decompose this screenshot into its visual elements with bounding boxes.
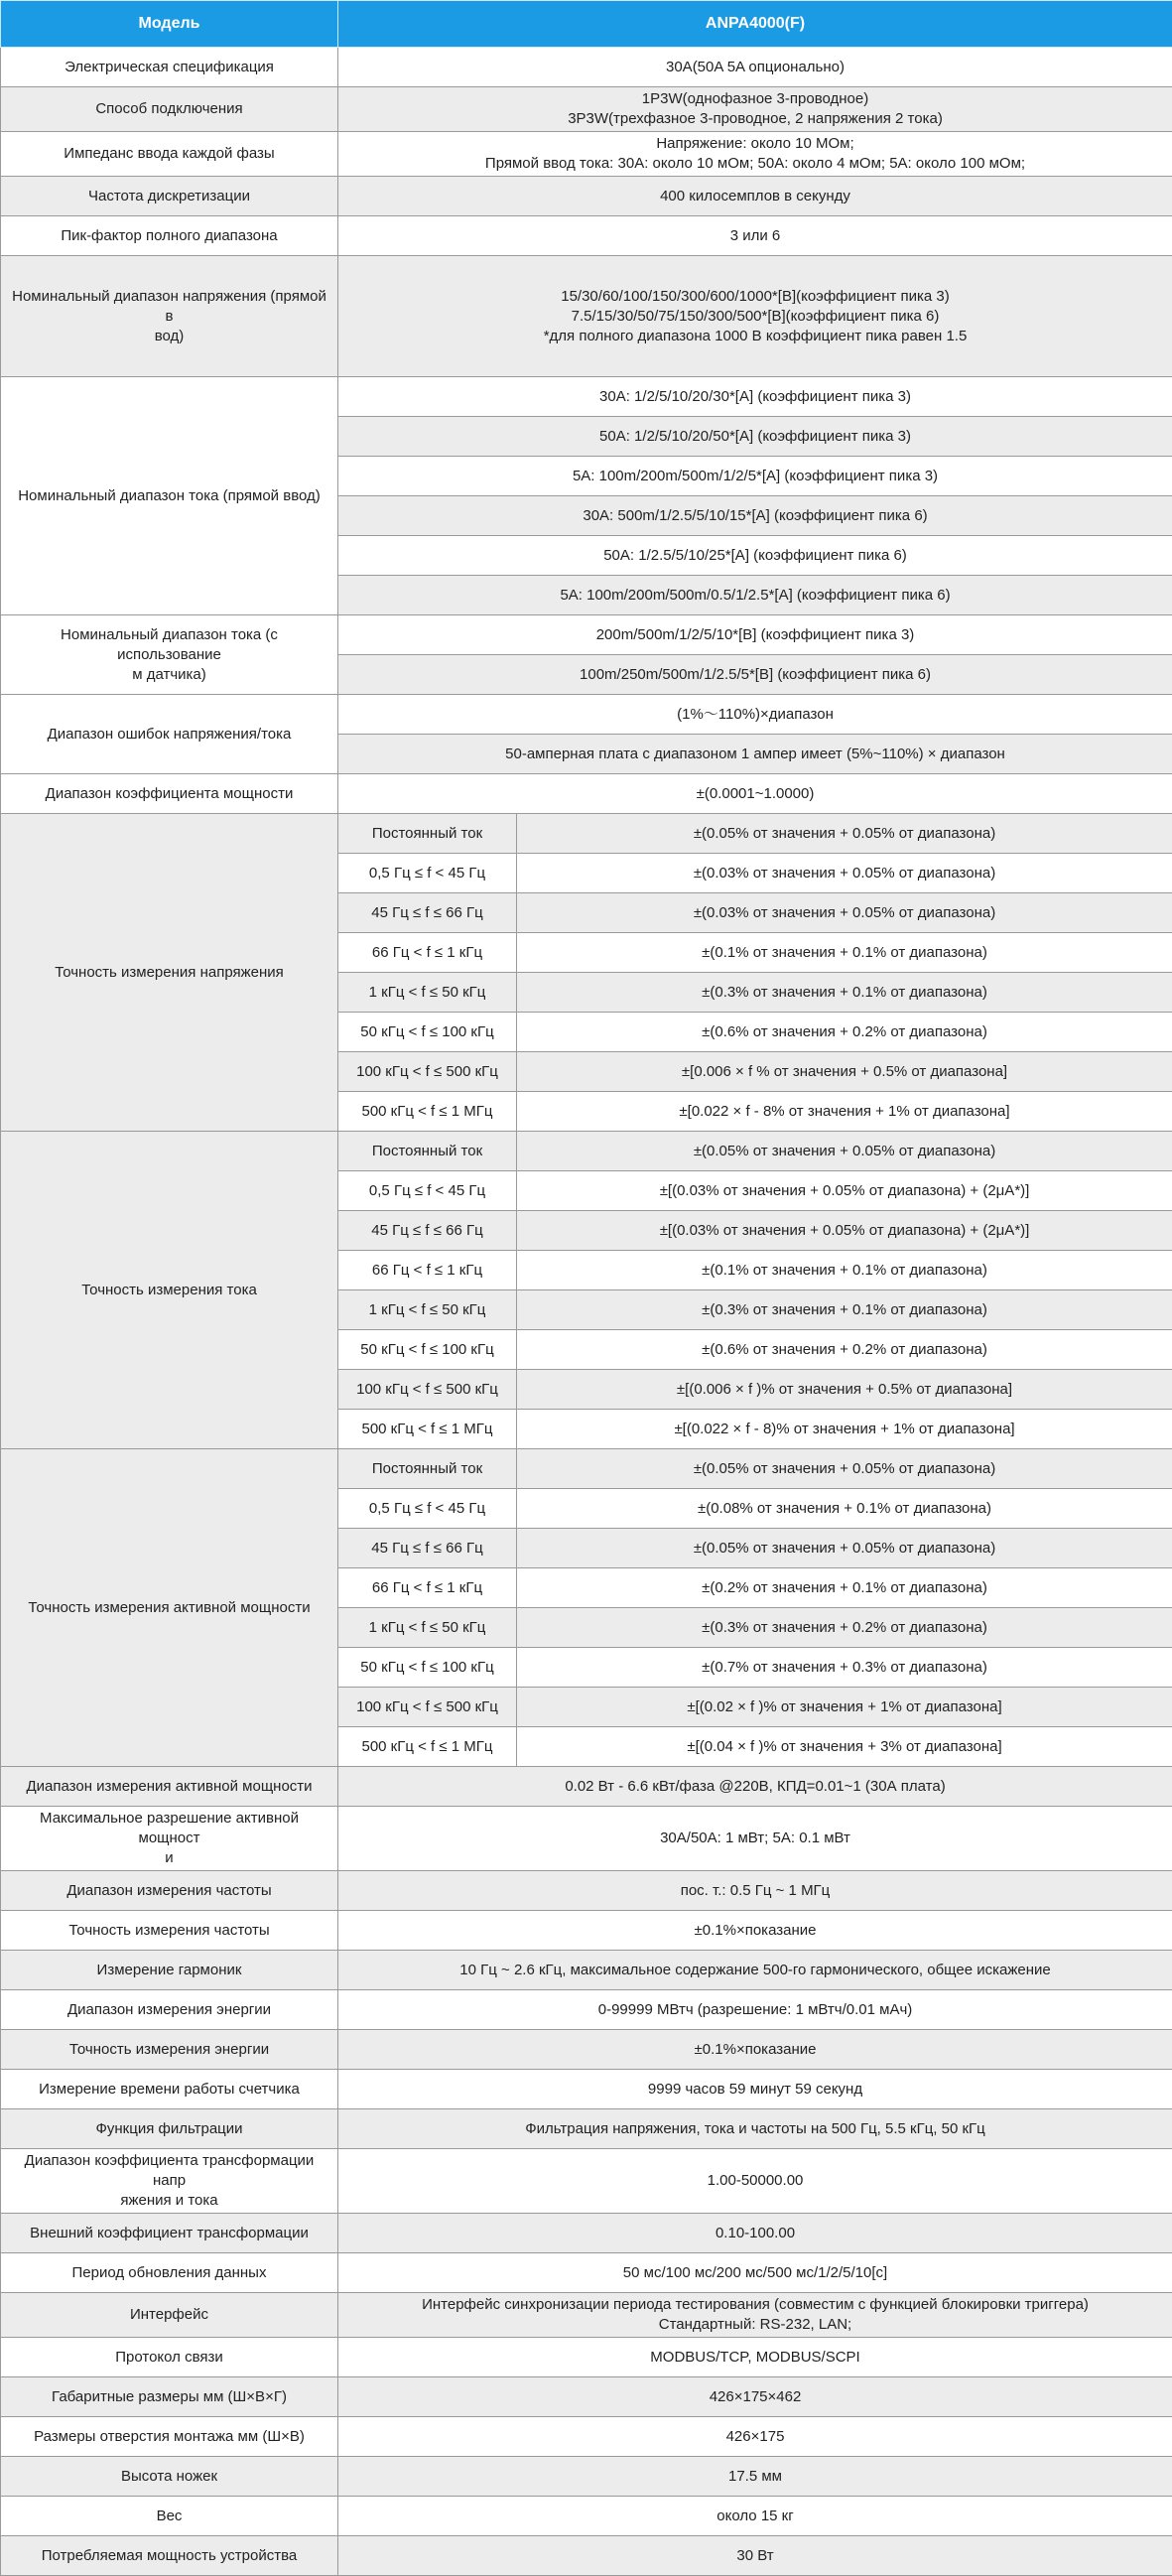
value-line: Прямой ввод тока: 30A: около 10 мОм; 50A: около 4 мОм; 5A: около 100 мОм; <box>485 155 1025 172</box>
row-label <box>1 2149 338 2214</box>
label-line: Номинальный диапазон напряжения (прямой в <box>12 288 326 325</box>
row-value <box>338 87 1172 132</box>
table-row <box>1 2149 1172 2214</box>
row-label: Импеданс ввода каждой фазы <box>1 132 338 177</box>
accuracy-value: ±[(0.04 × f )% от значения + 3% от диапазона] <box>517 1727 1172 1767</box>
table-row <box>1 2214 1172 2253</box>
row-value <box>338 132 1172 177</box>
table-row <box>1 87 1172 132</box>
label-line: яжения и тока <box>120 2192 217 2209</box>
row-label <box>1 615 338 695</box>
freq-cell: Постоянный ток <box>338 1132 517 1171</box>
freq-cell: 66 Гц < f ≤ 1 кГц <box>338 1568 517 1608</box>
row-label: Внешний коэффициент трансформации <box>1 2214 338 2253</box>
freq-cell: 0,5 Гц ≤ f < 45 Гц <box>338 854 517 893</box>
value-line: 7.5/15/30/50/75/150/300/500*[В](коэффициент пика 6) <box>572 308 940 325</box>
table-row <box>1 216 1172 256</box>
table-row <box>1 48 1172 87</box>
table-row <box>1 1911 1172 1951</box>
row-value: 0.02 Вт - 6.6 кВт/фаза @220В, КПД=0.01~1 (30А плата) <box>338 1767 1172 1807</box>
freq-cell: 100 кГц < f ≤ 500 кГц <box>338 1052 517 1092</box>
freq-cell: 0,5 Гц ≤ f < 45 Гц <box>338 1489 517 1529</box>
row-value <box>338 256 1172 377</box>
header-model: Модель <box>1 1 338 48</box>
row-value: 30A: 1/2/5/10/20/30*[A] (коэффициент пика 3) <box>338 377 1172 417</box>
accuracy-value: ±[0.006 × f % от значения + 0.5% от диапазона] <box>517 1052 1172 1092</box>
row-value: 1.00-50000.00 <box>338 2149 1172 2214</box>
freq-cell: 0,5 Гц ≤ f < 45 Гц <box>338 1171 517 1211</box>
freq-cell: Постоянный ток <box>338 1449 517 1489</box>
table-row <box>1 2536 1172 2576</box>
row-label: Высота ножек <box>1 2457 338 2497</box>
row-value: 5A: 100m/200m/500m/1/2/5*[A] (коэффициент пика 3) <box>338 457 1172 496</box>
row-value: 426×175 <box>338 2417 1172 2457</box>
table-row <box>1 1767 1172 1807</box>
row-label: Диапазон измерения энергии <box>1 1990 338 2030</box>
accuracy-value: ±[(0.006 × f )% от значения + 0.5% от диапазона] <box>517 1370 1172 1410</box>
table-row <box>1 814 1172 854</box>
accuracy-value: ±(0.3% от значения + 0.1% от диапазона) <box>517 1290 1172 1330</box>
table-row <box>1 1449 1172 1489</box>
row-value: MODBUS/TCP, MODBUS/SCPI <box>338 2338 1172 2377</box>
accuracy-value: ±(0.2% от значения + 0.1% от диапазона) <box>517 1568 1172 1608</box>
row-value: около 15 кг <box>338 2497 1172 2536</box>
accuracy-value: ±(0.05% от значения + 0.05% от диапазона) <box>517 1132 1172 1171</box>
accuracy-value: ±[0.022 × f - 8% от значения + 1% от диапазона] <box>517 1092 1172 1132</box>
row-value: 426×175×462 <box>338 2377 1172 2417</box>
accuracy-value: ±(0.08% от значения + 0.1% от диапазона) <box>517 1489 1172 1529</box>
row-label: Номинальный диапазон тока (прямой ввод) <box>1 377 338 615</box>
table-row <box>1 2377 1172 2417</box>
label-line: Диапазон коэффициента трансформации напр <box>25 2152 315 2189</box>
accuracy-value: ±(0.1% от значения + 0.1% от диапазона) <box>517 1251 1172 1290</box>
table-row <box>1 615 1172 655</box>
value-line: *для полного диапазона 1000 В коэффициент пика равен 1.5 <box>544 328 968 344</box>
accuracy-value: ±[(0.03% от значения + 0.05% от диапазона) + (2μA*)] <box>517 1171 1172 1211</box>
value-line: Интерфейс синхронизации периода тестирования (совместим с функцией блокировки триггера) <box>422 2296 1089 2313</box>
accuracy-value: ±(0.3% от значения + 0.2% от диапазона) <box>517 1608 1172 1648</box>
freq-cell: 45 Гц ≤ f ≤ 66 Гц <box>338 1211 517 1251</box>
value-line: 15/30/60/100/150/300/600/1000*[В](коэффициент пика 3) <box>561 288 950 305</box>
accuracy-value: ±(0.3% от значения + 0.1% от диапазона) <box>517 973 1172 1013</box>
value-line: Стандартный: RS-232, LAN; <box>659 2316 851 2333</box>
table-row <box>1 774 1172 814</box>
freq-cell: 500 кГц < f ≤ 1 МГц <box>338 1410 517 1449</box>
row-value: пос. т.: 0.5 Гц ~ 1 МГц <box>338 1871 1172 1911</box>
accuracy-value: ±(0.05% от значения + 0.05% от диапазона) <box>517 814 1172 854</box>
row-value: 50A: 1/2/5/10/20/50*[A] (коэффициент пика 3) <box>338 417 1172 457</box>
row-label: Точность измерения активной мощности <box>1 1449 338 1767</box>
freq-cell: Постоянный ток <box>338 814 517 854</box>
row-label: Электрическая спецификация <box>1 48 338 87</box>
row-label: Вес <box>1 2497 338 2536</box>
table-row <box>1 1951 1172 1990</box>
table-row <box>1 377 1172 417</box>
table-header-row <box>1 1 1172 48</box>
row-label: Частота дискретизации <box>1 177 338 216</box>
accuracy-value: ±[(0.022 × f - 8)% от значения + 1% от диапазона] <box>517 1410 1172 1449</box>
table-row <box>1 2070 1172 2109</box>
freq-cell: 500 кГц < f ≤ 1 МГц <box>338 1727 517 1767</box>
table-row <box>1 2253 1172 2293</box>
row-value: ±(0.0001~1.0000) <box>338 774 1172 814</box>
label-line: вод) <box>155 328 185 344</box>
accuracy-value: ±[(0.02 × f )% от значения + 1% от диапазона] <box>517 1688 1172 1727</box>
value-line: 3P3W(трехфазное 3-проводное, 2 напряжения 2 тока) <box>568 110 943 127</box>
accuracy-value: ±(0.6% от значения + 0.2% от диапазона) <box>517 1013 1172 1052</box>
row-value: 3 или 6 <box>338 216 1172 256</box>
row-value: 100m/250m/500m/1/2.5/5*[В] (коэффициент пика 6) <box>338 655 1172 695</box>
row-value: 5A: 100m/200m/500m/0.5/1/2.5*[A] (коэффициент пика 6) <box>338 576 1172 615</box>
row-value: 9999 часов 59 минут 59 секунд <box>338 2070 1172 2109</box>
row-label: Точность измерения напряжения <box>1 814 338 1132</box>
row-label: Пик-фактор полного диапазона <box>1 216 338 256</box>
row-value: 50-амперная плата с диапазоном 1 ампер имеет (5%~110%) × диапазон <box>338 735 1172 774</box>
row-label: Диапазон ошибок напряжения/тока <box>1 695 338 774</box>
table-row <box>1 132 1172 177</box>
header-product: ANPA4000(F) <box>338 1 1172 48</box>
value-line: 1P3W(однофазное 3-проводное) <box>642 90 868 107</box>
row-label: Способ подключения <box>1 87 338 132</box>
freq-cell: 45 Гц ≤ f ≤ 66 Гц <box>338 1529 517 1568</box>
accuracy-value: ±[(0.03% от значения + 0.05% от диапазона) + (2μA*)] <box>517 1211 1172 1251</box>
table-row <box>1 2338 1172 2377</box>
row-label: Функция фильтрации <box>1 2109 338 2149</box>
accuracy-value: ±(0.1% от значения + 0.1% от диапазона) <box>517 933 1172 973</box>
row-value: Фильтрация напряжения, тока и частоты на 500 Гц, 5.5 кГц, 50 кГц <box>338 2109 1172 2149</box>
row-label: Потребляемая мощность устройства <box>1 2536 338 2576</box>
row-label: Размеры отверстия монтажа мм (Ш×В) <box>1 2417 338 2457</box>
freq-cell: 1 кГц < f ≤ 50 кГц <box>338 973 517 1013</box>
row-value: 400 килосемплов в секунду <box>338 177 1172 216</box>
table-row <box>1 2030 1172 2070</box>
row-label <box>1 256 338 377</box>
freq-cell: 66 Гц < f ≤ 1 кГц <box>338 933 517 973</box>
freq-cell: 1 кГц < f ≤ 50 кГц <box>338 1290 517 1330</box>
row-label: Габаритные размеры мм (Ш×В×Г) <box>1 2377 338 2417</box>
freq-cell: 45 Гц ≤ f ≤ 66 Гц <box>338 893 517 933</box>
row-label: Точность измерения частоты <box>1 1911 338 1951</box>
label-line: м датчика) <box>132 666 206 683</box>
table-row <box>1 256 1172 377</box>
row-label <box>1 1807 338 1871</box>
accuracy-value: ±(0.05% от значения + 0.05% от диапазона) <box>517 1529 1172 1568</box>
table-row <box>1 1132 1172 1171</box>
row-value: 30A/50A: 1 мВт; 5A: 0.1 мВт <box>338 1807 1172 1871</box>
row-label: Точность измерения тока <box>1 1132 338 1449</box>
accuracy-value: ±(0.03% от значения + 0.05% от диапазона) <box>517 893 1172 933</box>
table-row <box>1 2457 1172 2497</box>
accuracy-value: ±(0.03% от значения + 0.05% от диапазона) <box>517 854 1172 893</box>
freq-cell: 66 Гц < f ≤ 1 кГц <box>338 1251 517 1290</box>
row-label: Диапазон измерения активной мощности <box>1 1767 338 1807</box>
row-value: 50 мс/100 мс/200 мс/500 мс/1/2/5/10[с] <box>338 2253 1172 2293</box>
accuracy-value: ±(0.05% от значения + 0.05% от диапазона) <box>517 1449 1172 1489</box>
row-label: Измерение гармоник <box>1 1951 338 1990</box>
row-label: Диапазон коэффициента мощности <box>1 774 338 814</box>
table-row <box>1 177 1172 216</box>
row-label: Протокол связи <box>1 2338 338 2377</box>
accuracy-value: ±(0.6% от значения + 0.2% от диапазона) <box>517 1330 1172 1370</box>
freq-cell: 100 кГц < f ≤ 500 кГц <box>338 1370 517 1410</box>
row-value: ±0.1%×показание <box>338 1911 1172 1951</box>
row-value: 50A: 1/2.5/5/10/25*[A] (коэффициент пика 6) <box>338 536 1172 576</box>
table-row <box>1 2293 1172 2338</box>
freq-cell: 100 кГц < f ≤ 500 кГц <box>338 1688 517 1727</box>
row-value <box>338 2293 1172 2338</box>
freq-cell: 50 кГц < f ≤ 100 кГц <box>338 1330 517 1370</box>
row-label: Диапазон измерения частоты <box>1 1871 338 1911</box>
label-line: Номинальный диапазон тока (с использование <box>61 626 278 663</box>
row-value: 30 Вт <box>338 2536 1172 2576</box>
freq-cell: 50 кГц < f ≤ 100 кГц <box>338 1013 517 1052</box>
table-row <box>1 1871 1172 1911</box>
row-label: Измерение времени работы счетчика <box>1 2070 338 2109</box>
row-label: Период обновления данных <box>1 2253 338 2293</box>
row-value: 17.5 мм <box>338 2457 1172 2497</box>
row-value: 0-99999 МВтч (разрешение: 1 мВтч/0.01 мАч) <box>338 1990 1172 2030</box>
row-label: Точность измерения энергии <box>1 2030 338 2070</box>
freq-cell: 500 кГц < f ≤ 1 МГц <box>338 1092 517 1132</box>
row-value: (1%～110%)×диапазон <box>338 695 1172 735</box>
label-line: Максимальное разрешение активной мощност <box>40 1810 299 1846</box>
row-value: 30A(50A 5A опционально) <box>338 48 1172 87</box>
table-row <box>1 695 1172 735</box>
label-line: и <box>165 1849 173 1866</box>
value-line: Напряжение: около 10 МОм; <box>656 135 853 152</box>
accuracy-value: ±(0.7% от значения + 0.3% от диапазона) <box>517 1648 1172 1688</box>
table-row <box>1 1990 1172 2030</box>
freq-cell: 1 кГц < f ≤ 50 кГц <box>338 1608 517 1648</box>
table-row <box>1 2497 1172 2536</box>
table-row <box>1 2417 1172 2457</box>
row-label: Интерфейс <box>1 2293 338 2338</box>
row-value: ±0.1%×показание <box>338 2030 1172 2070</box>
freq-cell: 50 кГц < f ≤ 100 кГц <box>338 1648 517 1688</box>
table-row <box>1 1807 1172 1871</box>
table-row <box>1 2109 1172 2149</box>
row-value: 30A: 500m/1/2.5/5/10/15*[A] (коэффициент пика 6) <box>338 496 1172 536</box>
row-value: 10 Гц ~ 2.6 кГц, максимальное содержание 500-го гармонического, общее искажение <box>338 1951 1172 1990</box>
row-value: 0.10-100.00 <box>338 2214 1172 2253</box>
row-value: 200m/500m/1/2/5/10*[В] (коэффициент пика 3) <box>338 615 1172 655</box>
